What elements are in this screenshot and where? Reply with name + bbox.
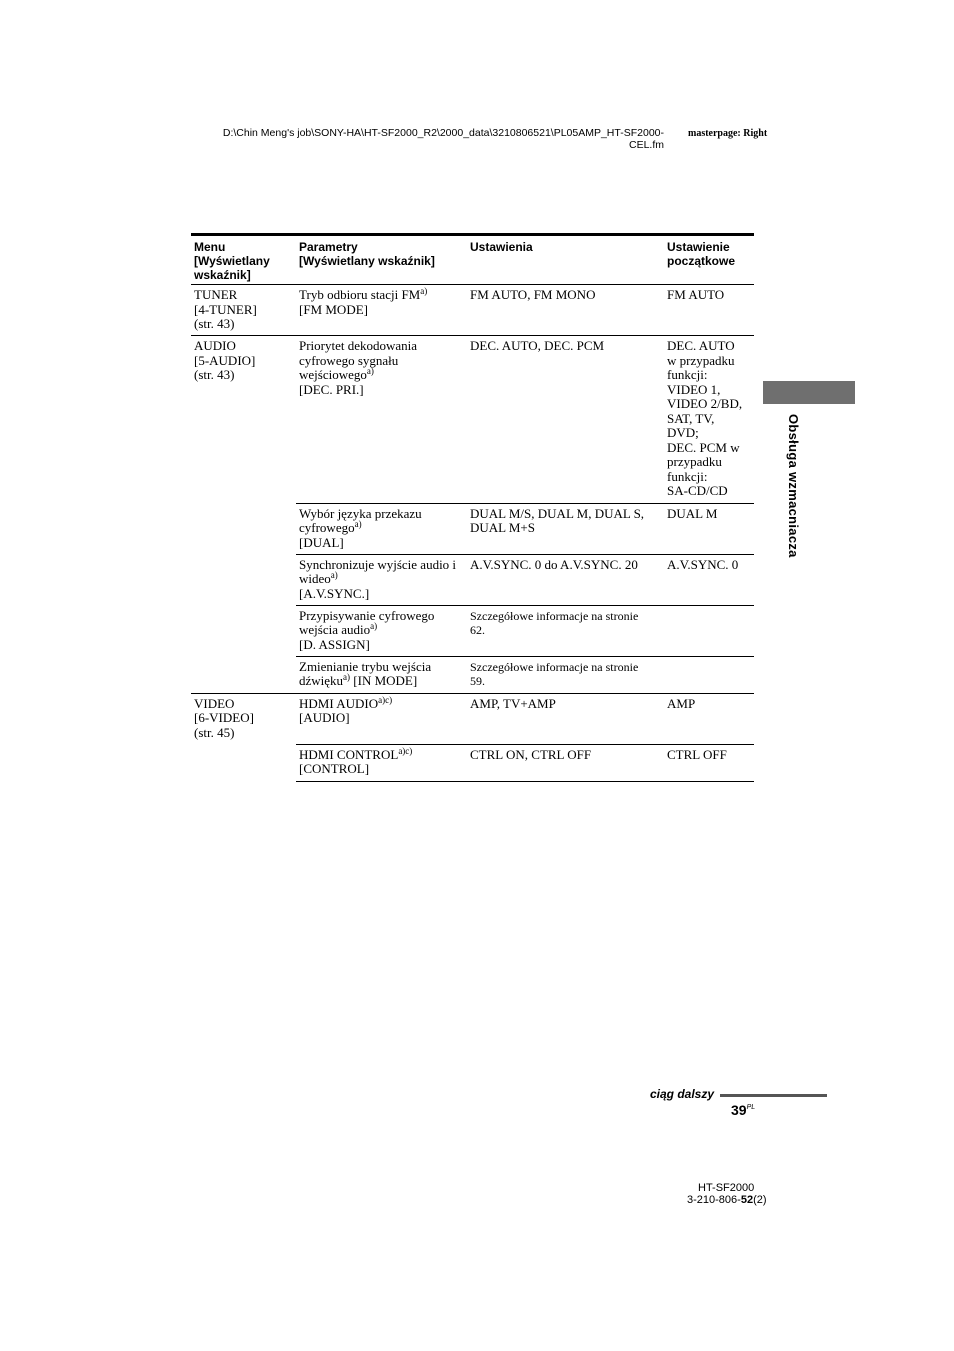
header-parameters: Parametry [Wyświetlany wskaźnik]	[299, 240, 435, 268]
parameter-cell: Priorytet dekodowania cyfrowego sygnału wejściowego$^{a)}$ [DEC. PRI.]	[296, 336, 467, 504]
file-path-line1: D:\Chin Meng's job\SONY-HA\HT-SF2000_R2\2000_data\3210806521\PL05AMP_HT-SF2000-	[222, 127, 664, 139]
header-settings: Ustawienia	[470, 240, 533, 254]
header-menu: Menu [Wyświetlany wskaźnik]	[194, 240, 270, 282]
settings-cell: CTRL ON, CTRL OFF	[467, 744, 664, 781]
settings-cell: FM AUTO, FM MONO	[467, 285, 664, 336]
menu-cell-tuner: TUNER [4-TUNER] (str. 43)	[191, 285, 296, 336]
settings-cell: AMP, TV+AMP	[467, 693, 664, 744]
initial-cell: DEC. AUTO w przypadku funkcji: VIDEO 1, VIDEO 2/BD, SAT, TV, DVD; DEC. PCM w przypadku funkcji: SA-CD/CD	[664, 336, 754, 504]
settings-cell: Szczegółowe informacje na stronie 59.	[467, 656, 664, 693]
initial-cell: DUAL M	[664, 503, 754, 554]
parameter-cell: Tryb odbioru stacji FM$^{a)}$ [FM MODE]	[296, 285, 467, 336]
menu-cell-video: VIDEO [6-VIDEO] (str. 45)	[191, 693, 296, 781]
header-initial-setting: Ustawienie początkowe	[667, 240, 736, 268]
settings-cell: A.V.SYNC. 0 do A.V.SYNC. 20	[467, 554, 664, 605]
masterpage-label: masterpage: Right	[688, 128, 768, 139]
continued-label: ciąg dalszy	[650, 1087, 715, 1101]
table-row	[191, 693, 754, 744]
initial-cell: FM AUTO	[664, 285, 754, 336]
file-path-header	[192, 127, 664, 151]
settings-cell: DEC. AUTO, DEC. PCM	[467, 336, 664, 504]
settings-cell: DUAL M/S, DUAL M, DUAL S, DUAL M+S	[467, 503, 664, 554]
parameter-cell: Wybór języka przekazu cyfrowego$^{a)}$ [DUAL]	[296, 503, 467, 554]
initial-cell: AMP	[664, 693, 754, 744]
menu-cell-audio: AUDIO [5-AUDIO] (str. 43)	[191, 336, 296, 694]
initial-cell: CTRL OFF	[664, 744, 754, 781]
continued-rule	[720, 1094, 827, 1097]
section-tab-marker	[763, 381, 855, 404]
parameter-cell: HDMI $AUDIO^{a)c)}$ [AUDIO]	[296, 693, 467, 744]
page-number: $39^{PL}$	[731, 1102, 756, 1118]
parameter-cell: Zmienianie trybu wejścia dźwięku$^{a)}$ [IN MODE]	[296, 656, 467, 693]
initial-cell	[664, 656, 754, 693]
model-number: HT-SF2000	[698, 1182, 755, 1194]
settings-table	[191, 233, 754, 782]
parameter-cell: Przypisywanie cyfrowego wejścia audio$^{a)}$ [D. ASSIGN]	[296, 605, 467, 656]
parameter-cell: Synchronizuje wyjście audio i wideo$^{a)}$ [A.V.SYNC.]	[296, 554, 467, 605]
section-side-label: Obsługa wzmacniacza	[786, 414, 801, 558]
document-code: 3-210-806-52(2)	[687, 1194, 767, 1206]
table-row	[191, 285, 754, 336]
page-language-suffix: PL	[746, 1104, 756, 1111]
initial-cell	[664, 605, 754, 656]
initial-cell: A.V.SYNC. 0	[664, 554, 754, 605]
settings-cell: Szczegółowe informacje na stronie 62.	[467, 605, 664, 656]
parameter-cell: HDMI $CONTROL^{a)c)}$ [CONTROL]	[296, 744, 467, 781]
file-path-line2: CEL.fm	[628, 139, 664, 151]
table-row	[191, 336, 754, 504]
table-header-row	[191, 235, 754, 285]
